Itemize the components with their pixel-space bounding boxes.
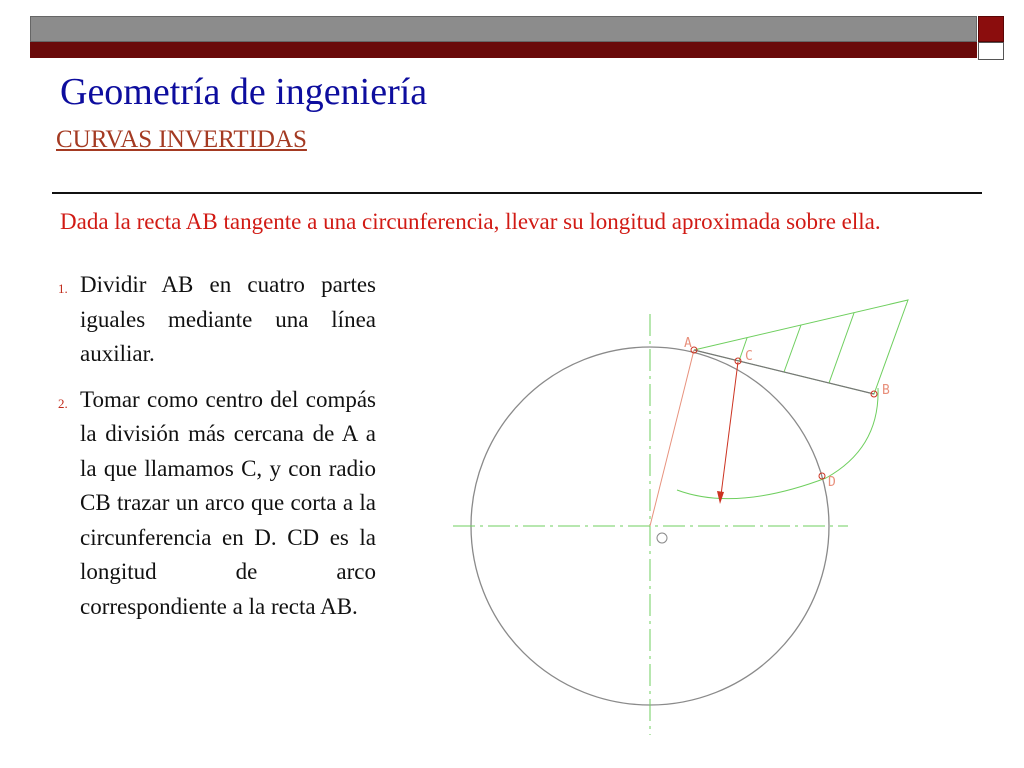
label-b: B — [882, 383, 890, 398]
radius-line-to-a — [650, 350, 694, 526]
step-item — [58, 383, 376, 625]
step-item — [58, 268, 376, 372]
label-d: D — [828, 475, 836, 490]
header-bar-gray — [30, 16, 977, 42]
division-line-3 — [829, 313, 854, 383]
construction-diagram — [448, 290, 918, 740]
division-line-2 — [784, 325, 801, 372]
corner-decoration-square — [978, 16, 1004, 42]
header-bar — [30, 16, 977, 58]
step-number: 1. — [58, 281, 68, 296]
header-bar-dark — [30, 42, 977, 58]
intro-text: Dada la recta AB tangente a una circunferencia, llevar su longitud aproximada sobre ella. — [60, 209, 881, 234]
step-text: Dividir AB en cuatro partes iguales mediante una línea auxiliar. — [80, 272, 376, 366]
step-text: Tomar como centro del compás la división más cercana de A a la que llamamos C, y con radio CB trazar un arco que corta a la circunferencia en D. CD es la longitud de arco correspondiente a la recta AB. — [80, 386, 376, 619]
corner-decoration-outline — [978, 42, 1004, 60]
slide-title: Geometría de ingeniería — [60, 71, 428, 113]
center-point — [657, 533, 667, 543]
steps-list — [58, 268, 376, 635]
tangent-line-ab — [694, 350, 874, 394]
slide-subtitle: CURVAS INVERTIDAS — [56, 126, 307, 153]
arc-cb — [677, 388, 878, 499]
arrow-head — [717, 491, 724, 504]
label-c: C — [745, 349, 753, 364]
arrow-line-c — [721, 362, 738, 495]
divider-line — [52, 192, 982, 194]
label-a: A — [684, 336, 692, 351]
step-number: 2. — [58, 395, 68, 411]
auxiliary-triangle — [694, 300, 908, 394]
